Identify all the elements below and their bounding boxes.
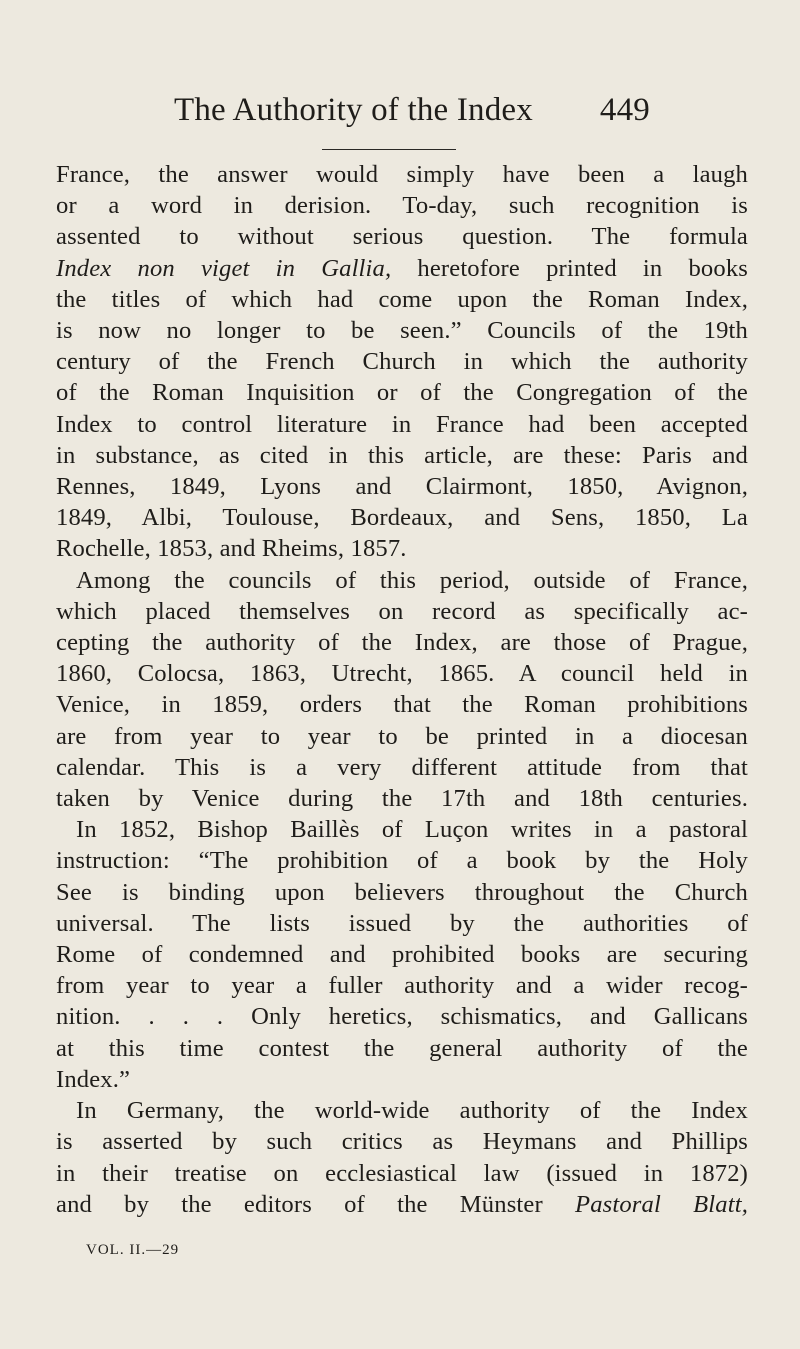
signature-mark: VOL. II.—29 [86, 1242, 180, 1258]
text-line: century of the French Church in which the authority [56, 348, 748, 376]
text-line [56, 253, 748, 284]
text-line: of the Roman Inquisition or of the Congregation of the [56, 379, 748, 407]
text-line: is asserted by such critics as Heymans and Phillips [56, 1128, 748, 1156]
text-line: Index.” [56, 1065, 131, 1093]
text-line: cepting the authority of the Index, are those of Prague, [56, 629, 748, 657]
text-line [56, 1189, 748, 1220]
text-line: from year to year a fuller authority and a wider recog- [56, 972, 748, 1000]
text-line: Rochelle, 1853, and Rheims, 1857. [56, 535, 407, 563]
text-line: are from year to year to be printed in a diocesan [56, 722, 748, 750]
text-line: Rennes, 1849, Lyons and Clairmont, 1850, Avignon, [56, 473, 748, 501]
text-line: assented to without serious question. The formula [56, 223, 748, 251]
page-title: The Authority of the Index [174, 92, 533, 128]
text-line: In 1852, Bishop Baillès of Luçon writes in a pastoral [76, 816, 748, 844]
body-text [56, 159, 748, 1220]
italic-text: Pastoral Blatt, [575, 1190, 748, 1218]
text-line: Index to control literature in France had been accepted [56, 410, 748, 438]
text-line: instruction: “The prohibition of a book by the Holy [56, 847, 748, 875]
text-line: France, the answer would simply have been a laugh [56, 161, 748, 188]
text-segment: heretofore printed in books [391, 254, 748, 282]
italic-text: Index non viget in Gallia, [56, 254, 392, 282]
text-line: in their treatise on ecclesiastical law (issued in 1872) [56, 1159, 748, 1187]
text-line: the titles of which had come upon the Roman Index, [56, 285, 748, 313]
running-head [174, 92, 650, 129]
text-line: or a word in derision. To-day, such recognition is [56, 192, 748, 220]
text-line: See is binding upon believers throughout the Church [56, 878, 748, 906]
text-line: at this time contest the general authority of the [56, 1034, 748, 1062]
text-line: is now no longer to be seen.” Councils of the 19th [56, 317, 748, 345]
text-line: In Germany, the world-wide authority of the Index [76, 1097, 748, 1125]
text-line: universal. The lists issued by the authorities of [56, 909, 748, 937]
text-line: which placed themselves on record as specifically ac- [56, 597, 748, 625]
text-line: taken by Venice during the 17th and 18th centuries. [56, 785, 748, 813]
text-line: calendar. This is a very different attitude from that [56, 753, 748, 781]
text-segment: and by the editors of the Münster [56, 1190, 576, 1218]
text-line: Among the councils of this period, outside of France, [76, 566, 748, 594]
text-line: 1849, Albi, Toulouse, Bordeaux, and Sens, 1850, La [56, 504, 748, 532]
text-line: nition. . . . Only heretics, schismatics, and Gallicans [56, 1003, 748, 1031]
text-line: Rome of condemned and prohibited books are securing [56, 941, 748, 969]
header-rule [322, 149, 456, 150]
text-line: Venice, in 1859, orders that the Roman prohibitions [56, 691, 748, 719]
page-number: 449 [599, 92, 650, 128]
text-line: 1860, Colocsa, 1863, Utrecht, 1865. A council held in [56, 660, 748, 688]
text-line: in substance, as cited in this article, are these: Paris and [56, 441, 748, 469]
